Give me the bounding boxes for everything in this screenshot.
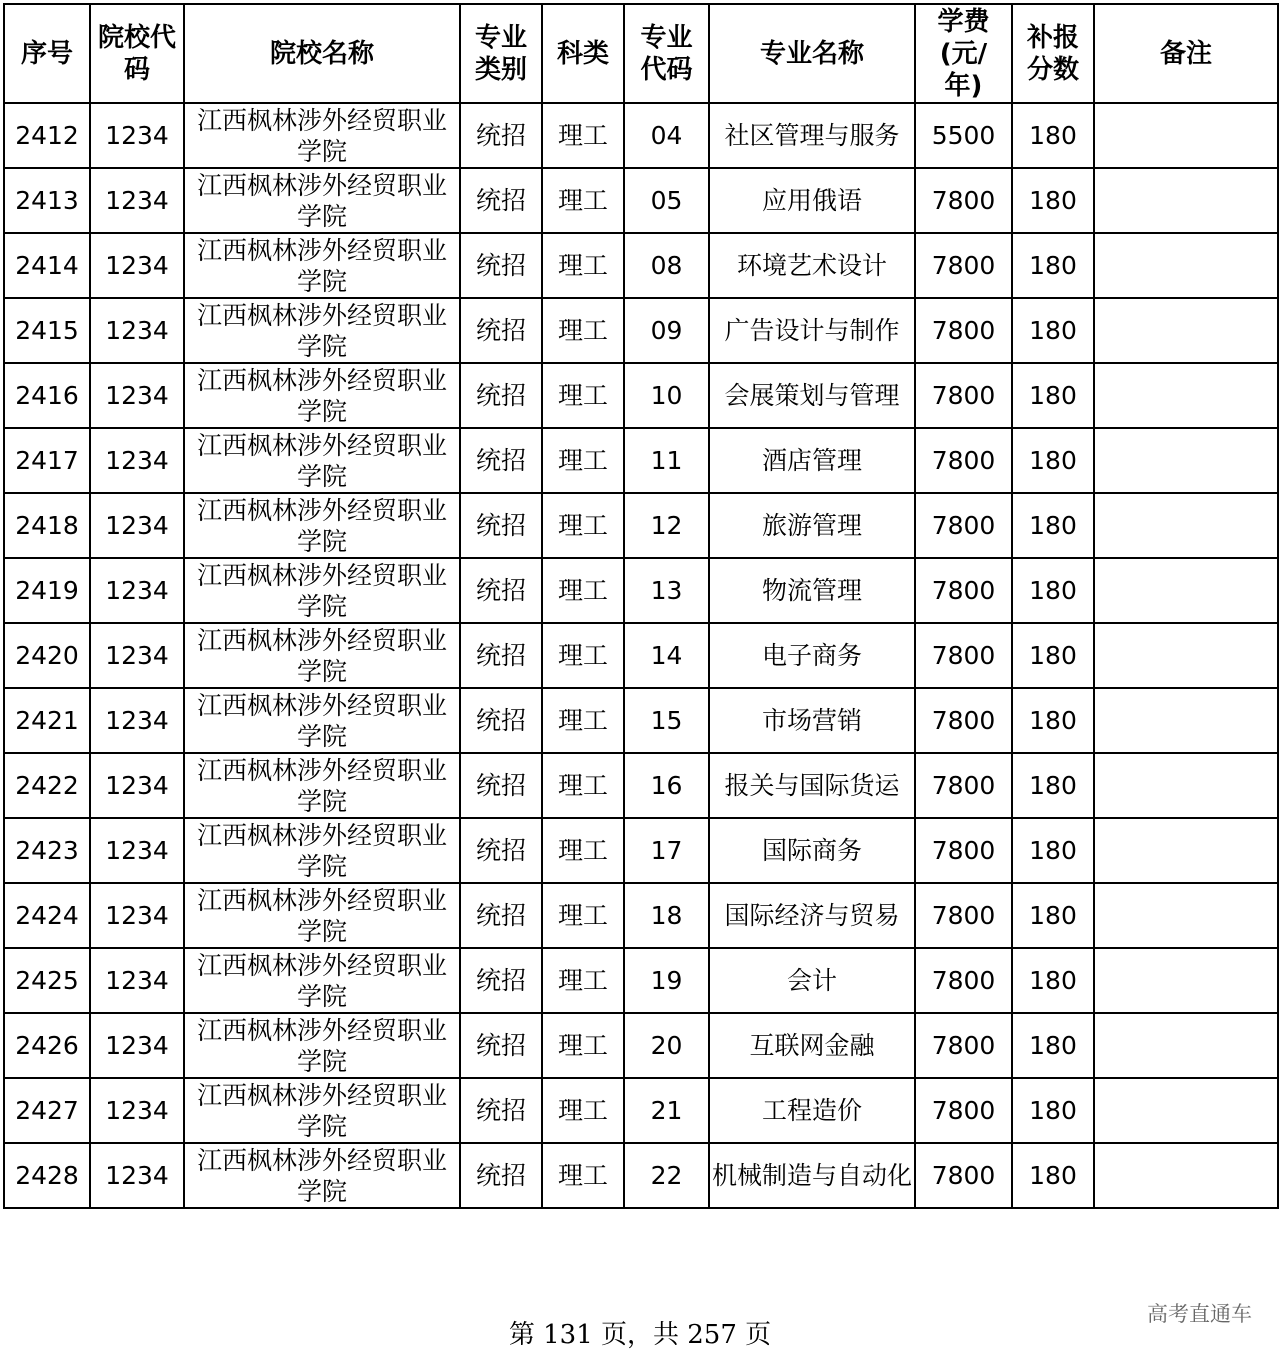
- cell-subject: 理工: [542, 688, 624, 753]
- cell-seq: 2419: [4, 558, 90, 623]
- cell-seq: 2418: [4, 493, 90, 558]
- cell-major-code: 15: [624, 688, 709, 753]
- cell-score: 180: [1012, 623, 1094, 688]
- watermark: 高考直通车: [1147, 1302, 1252, 1326]
- cell-seq: 2420: [4, 623, 90, 688]
- cell-remark: [1094, 948, 1278, 1013]
- cell-score: 180: [1012, 363, 1094, 428]
- cell-major-code: 11: [624, 428, 709, 493]
- cell-major-name: 电子商务: [709, 623, 915, 688]
- table-row: [4, 1013, 1278, 1078]
- cell-major-name: 物流管理: [709, 558, 915, 623]
- cell-major-name: 环境艺术设计: [709, 233, 915, 298]
- cell-school-code: 1234: [90, 233, 184, 298]
- cell-major-name: 会展策划与管理: [709, 363, 915, 428]
- cell-major-code: 12: [624, 493, 709, 558]
- cell-school-code: 1234: [90, 1078, 184, 1143]
- cell-category: 统招: [460, 883, 542, 948]
- cell-subject: 理工: [542, 428, 624, 493]
- cell-major-name: 报关与国际货运: [709, 753, 915, 818]
- cell-subject: 理工: [542, 1143, 624, 1208]
- cell-tuition: 7800: [915, 428, 1012, 493]
- cell-major-code: 18: [624, 883, 709, 948]
- cell-score: 180: [1012, 948, 1094, 1013]
- table-row: [4, 558, 1278, 623]
- cell-major-code: 14: [624, 623, 709, 688]
- cell-seq: 2427: [4, 1078, 90, 1143]
- cell-tuition: 7800: [915, 168, 1012, 233]
- cell-major-code: 21: [624, 1078, 709, 1143]
- cell-subject: 理工: [542, 753, 624, 818]
- cell-school-name: 江西枫林涉外经贸职业学院: [184, 298, 460, 363]
- table-row: [4, 298, 1278, 363]
- cell-category: 统招: [460, 168, 542, 233]
- cell-major-name: 工程造价: [709, 1078, 915, 1143]
- cell-school-code: 1234: [90, 1143, 184, 1208]
- cell-score: 180: [1012, 753, 1094, 818]
- cell-school-name: 江西枫林涉外经贸职业学院: [184, 948, 460, 1013]
- header-row: [4, 4, 1278, 103]
- cell-tuition: 7800: [915, 1143, 1012, 1208]
- cell-major-code: 08: [624, 233, 709, 298]
- cell-school-name: 江西枫林涉外经贸职业学院: [184, 883, 460, 948]
- header-category: 专业 类别: [460, 4, 542, 103]
- cell-seq: 2414: [4, 233, 90, 298]
- cell-major-code: 17: [624, 818, 709, 883]
- table-row: [4, 233, 1278, 298]
- cell-subject: 理工: [542, 233, 624, 298]
- cell-seq: 2413: [4, 168, 90, 233]
- cell-tuition: 7800: [915, 883, 1012, 948]
- cell-school-code: 1234: [90, 623, 184, 688]
- header-major-name: 专业名称: [709, 4, 915, 103]
- cell-category: 统招: [460, 233, 542, 298]
- cell-subject: 理工: [542, 883, 624, 948]
- header-score: 补报 分数: [1012, 4, 1094, 103]
- cell-remark: [1094, 1078, 1278, 1143]
- cell-school-name: 江西枫林涉外经贸职业学院: [184, 558, 460, 623]
- table-row: [4, 1143, 1278, 1208]
- cell-category: 统招: [460, 363, 542, 428]
- cell-seq: 2417: [4, 428, 90, 493]
- cell-major-code: 04: [624, 103, 709, 168]
- cell-school-name: 江西枫林涉外经贸职业学院: [184, 233, 460, 298]
- cell-remark: [1094, 493, 1278, 558]
- header-seq: 序号: [4, 4, 90, 103]
- cell-seq: 2428: [4, 1143, 90, 1208]
- cell-school-name: 江西枫林涉外经贸职业学院: [184, 818, 460, 883]
- cell-tuition: 7800: [915, 753, 1012, 818]
- table-row: [4, 883, 1278, 948]
- cell-category: 统招: [460, 1078, 542, 1143]
- cell-remark: [1094, 428, 1278, 493]
- table-row: [4, 688, 1278, 753]
- cell-school-name: 江西枫林涉外经贸职业学院: [184, 168, 460, 233]
- cell-tuition: 7800: [915, 558, 1012, 623]
- cell-remark: [1094, 883, 1278, 948]
- cell-remark: [1094, 818, 1278, 883]
- cell-major-name: 旅游管理: [709, 493, 915, 558]
- cell-seq: 2423: [4, 818, 90, 883]
- cell-score: 180: [1012, 168, 1094, 233]
- cell-major-name: 机械制造与自动化: [709, 1143, 915, 1208]
- cell-major-name: 社区管理与服务: [709, 103, 915, 168]
- cell-seq: 2415: [4, 298, 90, 363]
- cell-score: 180: [1012, 103, 1094, 168]
- table-row: [4, 818, 1278, 883]
- cell-remark: [1094, 103, 1278, 168]
- table-row: [4, 493, 1278, 558]
- cell-seq: 2421: [4, 688, 90, 753]
- cell-tuition: 7800: [915, 1078, 1012, 1143]
- cell-school-name: 江西枫林涉外经贸职业学院: [184, 428, 460, 493]
- cell-school-name: 江西枫林涉外经贸职业学院: [184, 1078, 460, 1143]
- cell-school-code: 1234: [90, 818, 184, 883]
- cell-school-code: 1234: [90, 753, 184, 818]
- cell-subject: 理工: [542, 493, 624, 558]
- cell-remark: [1094, 1143, 1278, 1208]
- header-school-name: 院校名称: [184, 4, 460, 103]
- cell-major-code: 10: [624, 363, 709, 428]
- cell-remark: [1094, 688, 1278, 753]
- cell-score: 180: [1012, 688, 1094, 753]
- cell-school-name: 江西枫林涉外经贸职业学院: [184, 363, 460, 428]
- cell-remark: [1094, 168, 1278, 233]
- cell-seq: 2425: [4, 948, 90, 1013]
- cell-tuition: 7800: [915, 363, 1012, 428]
- cell-school-name: 江西枫林涉外经贸职业学院: [184, 1143, 460, 1208]
- cell-subject: 理工: [542, 298, 624, 363]
- cell-major-code: 09: [624, 298, 709, 363]
- cell-seq: 2416: [4, 363, 90, 428]
- header-subject: 科类: [542, 4, 624, 103]
- cell-tuition: 7800: [915, 233, 1012, 298]
- cell-category: 统招: [460, 688, 542, 753]
- cell-school-name: 江西枫林涉外经贸职业学院: [184, 623, 460, 688]
- cell-major-name: 互联网金融: [709, 1013, 915, 1078]
- cell-school-code: 1234: [90, 948, 184, 1013]
- header-major-code: 专业 代码: [624, 4, 709, 103]
- cell-major-code: 16: [624, 753, 709, 818]
- cell-category: 统招: [460, 103, 542, 168]
- cell-subject: 理工: [542, 558, 624, 623]
- header-remark: 备注: [1094, 4, 1278, 103]
- table-row: [4, 1078, 1278, 1143]
- cell-tuition: 7800: [915, 948, 1012, 1013]
- cell-school-name: 江西枫林涉外经贸职业学院: [184, 493, 460, 558]
- table-row: [4, 753, 1278, 818]
- table-row: [4, 428, 1278, 493]
- cell-major-code: 13: [624, 558, 709, 623]
- cell-score: 180: [1012, 493, 1094, 558]
- table-header: [4, 4, 1278, 103]
- cell-score: 180: [1012, 298, 1094, 363]
- cell-subject: 理工: [542, 103, 624, 168]
- cell-score: 180: [1012, 233, 1094, 298]
- cell-major-name: 国际经济与贸易: [709, 883, 915, 948]
- cell-seq: 2426: [4, 1013, 90, 1078]
- cell-category: 统招: [460, 1143, 542, 1208]
- cell-category: 统招: [460, 558, 542, 623]
- cell-school-name: 江西枫林涉外经贸职业学院: [184, 103, 460, 168]
- cell-remark: [1094, 1013, 1278, 1078]
- cell-score: 180: [1012, 428, 1094, 493]
- cell-school-code: 1234: [90, 103, 184, 168]
- cell-subject: 理工: [542, 818, 624, 883]
- cell-subject: 理工: [542, 168, 624, 233]
- cell-remark: [1094, 233, 1278, 298]
- cell-school-code: 1234: [90, 1013, 184, 1078]
- cell-score: 180: [1012, 818, 1094, 883]
- cell-tuition: 7800: [915, 818, 1012, 883]
- cell-tuition: 7800: [915, 623, 1012, 688]
- cell-seq: 2422: [4, 753, 90, 818]
- table-row: [4, 363, 1278, 428]
- cell-tuition: 7800: [915, 298, 1012, 363]
- cell-category: 统招: [460, 623, 542, 688]
- cell-category: 统招: [460, 948, 542, 1013]
- cell-major-code: 19: [624, 948, 709, 1013]
- cell-category: 统招: [460, 428, 542, 493]
- header-tuition: 学费 (元/ 年): [915, 4, 1012, 103]
- cell-remark: [1094, 623, 1278, 688]
- cell-subject: 理工: [542, 363, 624, 428]
- cell-school-code: 1234: [90, 168, 184, 233]
- cell-school-name: 江西枫林涉外经贸职业学院: [184, 753, 460, 818]
- cell-school-code: 1234: [90, 363, 184, 428]
- cell-major-code: 20: [624, 1013, 709, 1078]
- cell-major-name: 酒店管理: [709, 428, 915, 493]
- cell-seq: 2424: [4, 883, 90, 948]
- cell-school-code: 1234: [90, 558, 184, 623]
- cell-major-name: 国际商务: [709, 818, 915, 883]
- cell-category: 统招: [460, 818, 542, 883]
- cell-major-name: 应用俄语: [709, 168, 915, 233]
- cell-school-code: 1234: [90, 493, 184, 558]
- table-row: [4, 168, 1278, 233]
- cell-subject: 理工: [542, 948, 624, 1013]
- cell-tuition: 7800: [915, 1013, 1012, 1078]
- admissions-table: [3, 3, 1279, 1209]
- cell-school-code: 1234: [90, 688, 184, 753]
- cell-tuition: 5500: [915, 103, 1012, 168]
- cell-remark: [1094, 363, 1278, 428]
- cell-school-name: 江西枫林涉外经贸职业学院: [184, 688, 460, 753]
- cell-remark: [1094, 298, 1278, 363]
- cell-category: 统招: [460, 1013, 542, 1078]
- table-row: [4, 103, 1278, 168]
- cell-school-code: 1234: [90, 298, 184, 363]
- cell-score: 180: [1012, 1013, 1094, 1078]
- cell-major-name: 会计: [709, 948, 915, 1013]
- table-row: [4, 948, 1278, 1013]
- cell-school-code: 1234: [90, 883, 184, 948]
- cell-major-code: 22: [624, 1143, 709, 1208]
- cell-score: 180: [1012, 558, 1094, 623]
- table-row: [4, 623, 1278, 688]
- cell-category: 统招: [460, 493, 542, 558]
- cell-tuition: 7800: [915, 688, 1012, 753]
- cell-major-name: 市场营销: [709, 688, 915, 753]
- cell-tuition: 7800: [915, 493, 1012, 558]
- cell-score: 180: [1012, 1143, 1094, 1208]
- cell-subject: 理工: [542, 1013, 624, 1078]
- cell-major-code: 05: [624, 168, 709, 233]
- cell-subject: 理工: [542, 623, 624, 688]
- cell-seq: 2412: [4, 103, 90, 168]
- header-school-code: 院校代 码: [90, 4, 184, 103]
- cell-category: 统招: [460, 753, 542, 818]
- cell-school-name: 江西枫林涉外经贸职业学院: [184, 1013, 460, 1078]
- page-footer: 第 131 页，共 257 页: [508, 1320, 772, 1350]
- table-body: [4, 103, 1278, 1208]
- cell-subject: 理工: [542, 1078, 624, 1143]
- cell-remark: [1094, 558, 1278, 623]
- cell-school-code: 1234: [90, 428, 184, 493]
- cell-score: 180: [1012, 1078, 1094, 1143]
- cell-remark: [1094, 753, 1278, 818]
- cell-category: 统招: [460, 298, 542, 363]
- cell-major-name: 广告设计与制作: [709, 298, 915, 363]
- cell-score: 180: [1012, 883, 1094, 948]
